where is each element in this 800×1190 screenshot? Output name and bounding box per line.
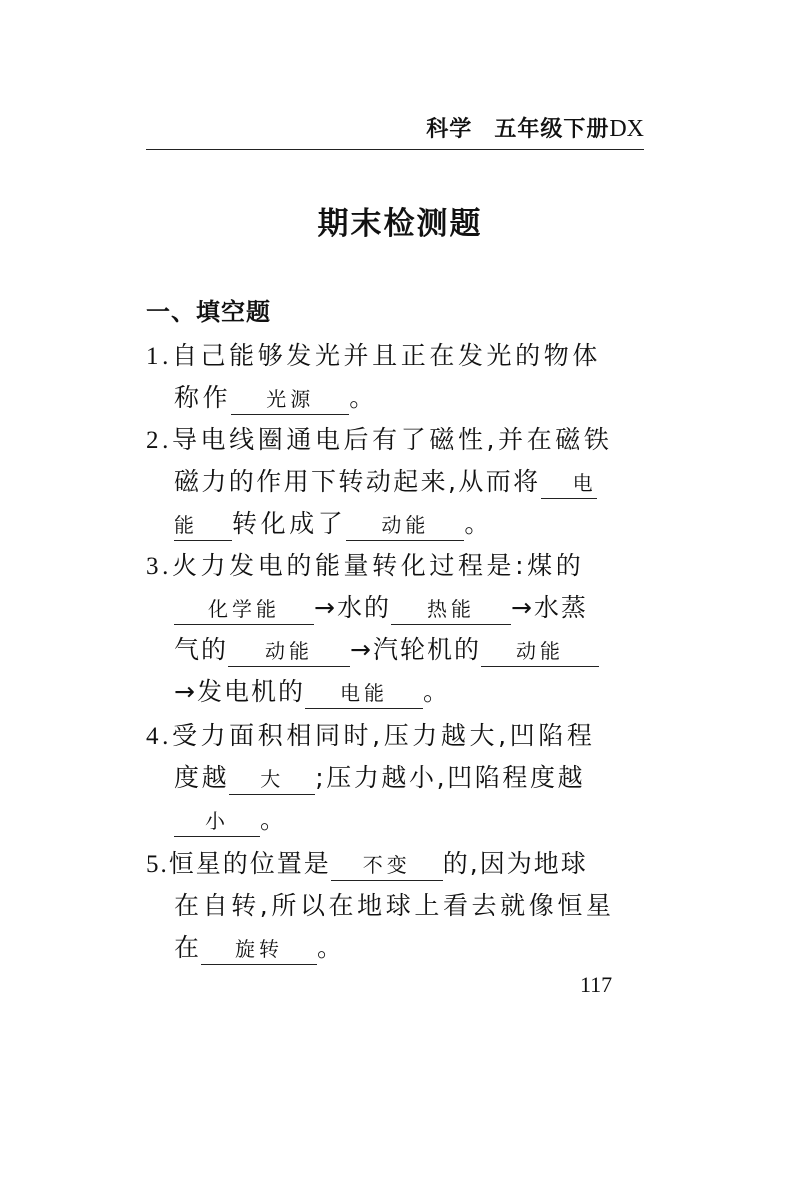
answer-blank: 电: [541, 468, 597, 499]
question-4-line-1: 4.受力面积相同时,压力越大,凹陷程: [146, 721, 596, 750]
arrow-icon: →: [174, 677, 197, 706]
arrow-icon: →: [314, 593, 337, 622]
answer-blank: 不变: [331, 850, 443, 881]
answer-blank: 动能: [346, 510, 464, 541]
question-3-line-2: 化学能 →水的 热能 →水蒸: [174, 590, 646, 626]
answer-blank: 化学能: [174, 594, 314, 625]
answer-blank: 电能: [305, 678, 423, 709]
question-4-number: 4.: [146, 723, 172, 750]
question-3-line-1: 3.火力发电的能量转化过程是:煤的: [146, 551, 585, 580]
question-3-line-4: →发电机的 电能 。: [174, 674, 646, 710]
answer-blank: 大: [229, 764, 315, 795]
answer-blank: 光源: [231, 384, 349, 415]
question-2-line-2: 磁力的作用下转动起来,从而将 电: [174, 464, 646, 500]
question-4-line-3: 小 。: [174, 802, 646, 838]
question-3-number: 3.: [146, 553, 172, 580]
question-1-line-2: 称作 光源 。: [174, 380, 646, 416]
question-5-number: 5.: [146, 851, 169, 878]
question-5-line-2: 在自转,所以在地球上看去就像恒星: [174, 891, 615, 920]
arrow-icon: →: [510, 593, 534, 622]
answer-blank: 热能: [391, 594, 511, 625]
question-2-line-1: 2.导电线圈通电后有了磁性,并在磁铁: [146, 425, 613, 454]
answer-blank: 动能: [228, 636, 350, 667]
question-5-line-1: 5.恒星的位置是 不变 的,因为地球: [146, 846, 646, 882]
section-heading: 一、填空题: [146, 298, 271, 326]
header-edition: DX: [609, 116, 644, 142]
question-1-line-1: 1.自己能够发光并且正在发光的物体: [146, 341, 601, 370]
question-3-line-3: 气的 动能 →汽轮机的 动能: [174, 632, 646, 668]
question-5-line-3: 在 旋转 。: [174, 930, 646, 966]
answer-blank: 旋转: [201, 934, 317, 965]
page-title: 期末检测题: [317, 206, 483, 242]
answer-blank: 能: [174, 510, 232, 541]
question-2-line-3: 能 转化成了 动能 。: [174, 506, 646, 542]
answer-blank: 动能: [481, 636, 599, 667]
question-4-line-2: 度越 大 ;压力越小,凹陷程度越: [174, 760, 646, 796]
question-1-number: 1.: [146, 343, 172, 370]
header-rule: [146, 149, 644, 150]
answer-blank: 小: [174, 806, 260, 837]
question-2-number: 2.: [146, 427, 172, 454]
running-header: [146, 112, 644, 143]
page-number: 117: [580, 972, 613, 997]
header-grade: 五年级下册: [494, 117, 610, 142]
header-subject: 科学: [426, 117, 473, 142]
arrow-icon: →: [350, 635, 373, 664]
